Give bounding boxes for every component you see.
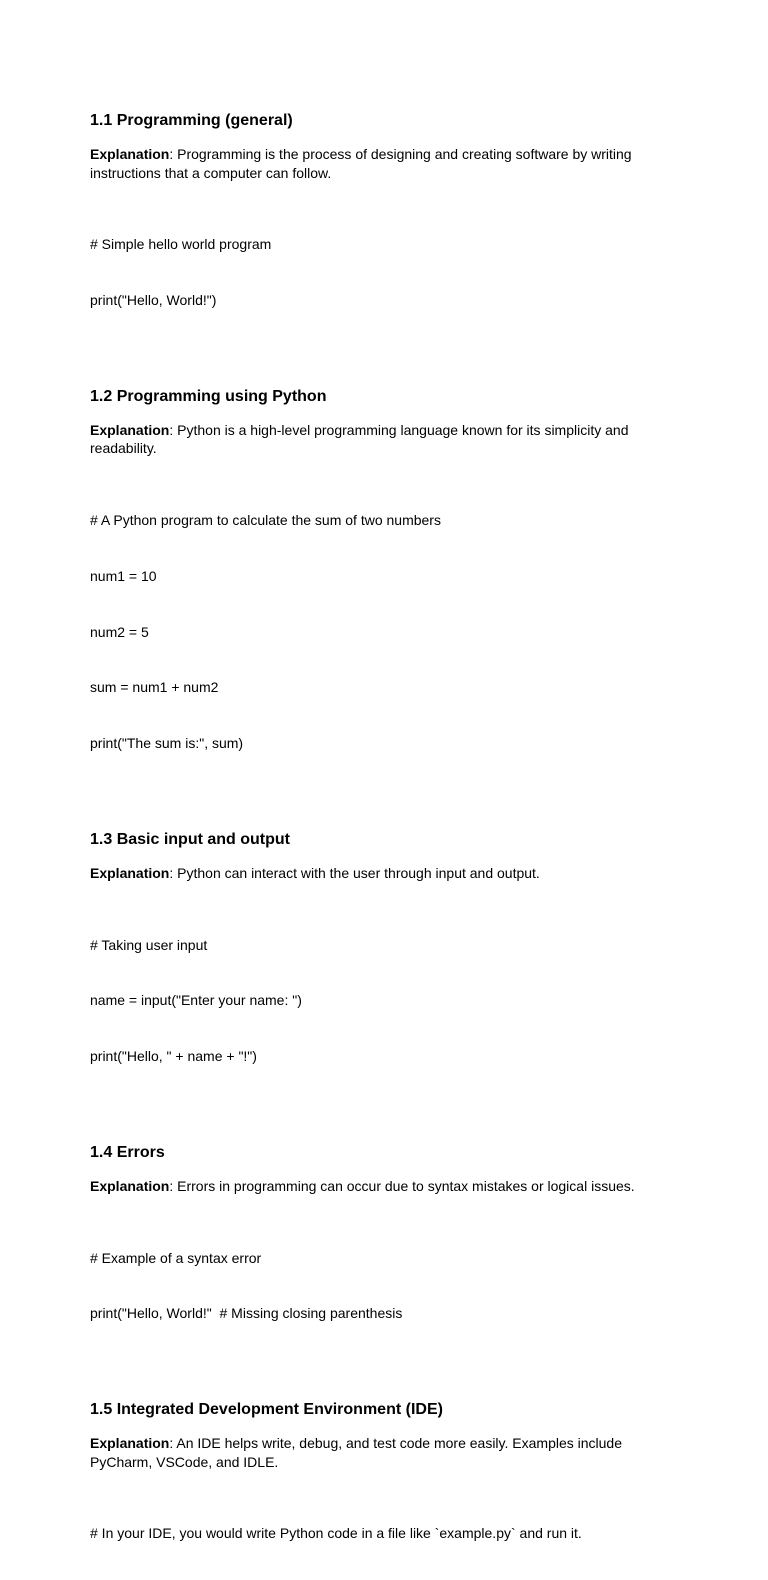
explanation-text: : Programming is the process of designing and creating software by writing instructions that a computer can follow. <box>90 146 632 181</box>
code-line: print("Hello, " + name + "!") <box>90 1048 257 1065</box>
explanation-label: Explanation <box>90 1177 170 1194</box>
code-line: # Example of a syntax error <box>90 1249 262 1266</box>
explanation-text: : An IDE helps write, debug, and test code more easily. Examples include PyCharm, VSCode, and IDLE. <box>90 1435 623 1470</box>
explanation-text: : Python can interact with the user through input and output. <box>169 864 540 881</box>
code-line: # A Python program to calculate the sum of two numbers <box>90 511 441 528</box>
code-line: print("Hello, World!") <box>90 291 217 308</box>
section-programming-python <box>90 386 678 790</box>
section-explanation <box>90 1177 650 1196</box>
section-explanation <box>90 864 650 883</box>
section-errors <box>90 1142 678 1360</box>
section-heading: 1.5 Integrated Development Environment (IDE) <box>90 1401 443 1419</box>
explanation-label: Explanation <box>90 421 170 438</box>
explanation-text: : Errors in programming can occur due to syntax mistakes or logical issues. <box>169 1177 635 1194</box>
code-block <box>90 1487 678 1580</box>
code-line: print("Hello, World!" # Missing closing parenthesis <box>90 1305 403 1322</box>
section-heading: 1.4 Errors <box>90 1143 165 1161</box>
code-block <box>90 198 678 347</box>
code-line: # In your IDE, you would write Python code in a file like `example.py` and run it. <box>90 1525 582 1542</box>
code-block <box>90 898 678 1103</box>
section-heading: 1.1 Programming (general) <box>90 112 293 129</box>
section-explanation <box>90 421 650 458</box>
section-heading: 1.3 Basic input and output <box>90 830 291 848</box>
code-block <box>90 1211 678 1360</box>
explanation-label: Explanation <box>90 1435 170 1452</box>
section-input-output <box>90 829 678 1103</box>
section-explanation <box>90 145 650 182</box>
code-line: sum = num1 + num2 <box>90 679 219 696</box>
section-programming-general <box>90 110 678 347</box>
explanation-label: Explanation <box>90 146 170 162</box>
code-block <box>90 474 678 790</box>
code-line: num1 = 10 <box>90 567 157 584</box>
section-ide <box>90 1399 678 1580</box>
code-line: # Taking user input <box>90 936 208 953</box>
code-line: # Simple hello world program <box>90 236 272 253</box>
section-explanation <box>90 1434 650 1471</box>
explanation-label: Explanation <box>90 864 170 881</box>
code-line: print("The sum is:", sum) <box>90 735 244 752</box>
section-heading: 1.2 Programming using Python <box>90 387 327 405</box>
code-line: num2 = 5 <box>90 623 149 640</box>
code-line: name = input("Enter your name: ") <box>90 992 302 1009</box>
explanation-text: : Python is a high-level programming language known for its simplicity and readability. <box>90 421 629 457</box>
